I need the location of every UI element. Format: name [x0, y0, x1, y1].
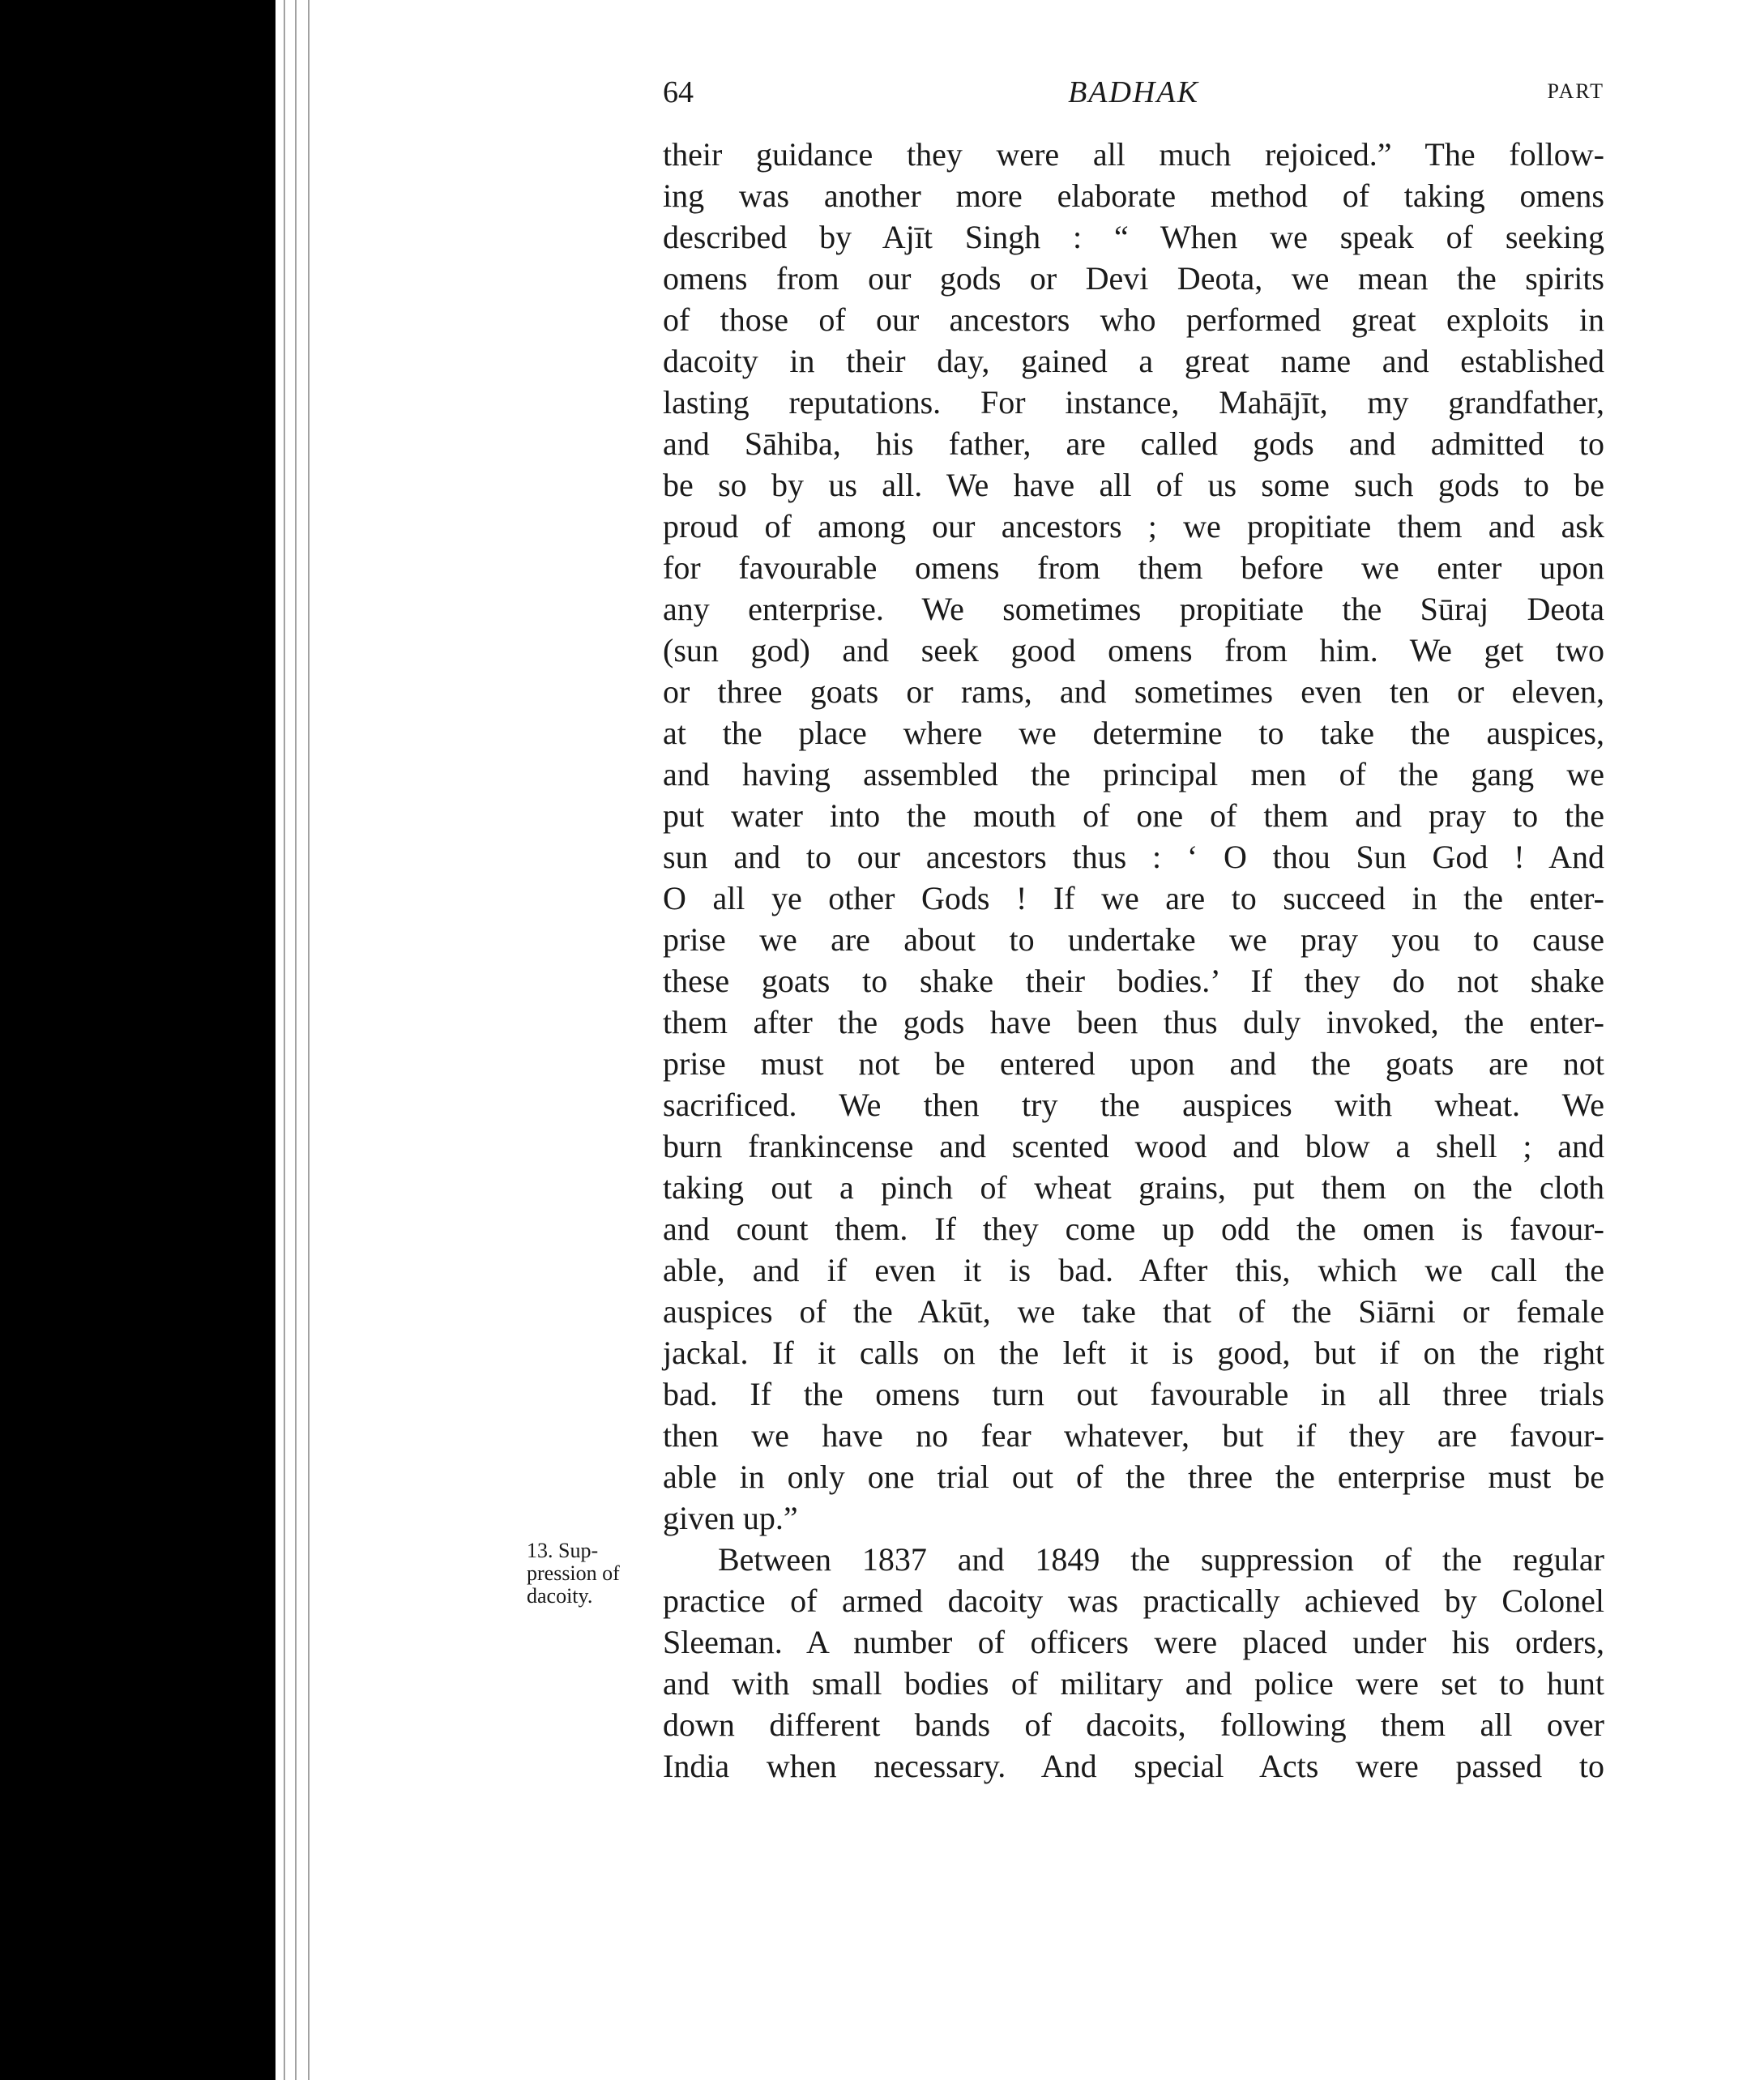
text-line: these goats to shake their bodies.’ If they do not shake	[663, 963, 1604, 999]
text-line: proud of among our ancestors ; we propitiate them and ask	[663, 508, 1604, 545]
text-line: burn frankincense and scented wood and blow a shell ; and	[663, 1128, 1604, 1164]
text-line: of those of our ancestors who performed great exploits in	[663, 301, 1604, 338]
text-line: ing was another more elaborate method of taking omens	[663, 177, 1604, 214]
text-line: taking out a pinch of wheat grains, put them on the cloth	[663, 1169, 1604, 1206]
text-line: auspices of the Akūt, we take that of the Siārni or female	[663, 1293, 1604, 1330]
text-line: be so by us all. We have all of us some such gods to be	[663, 467, 1604, 503]
text-line: them after the gods have been thus duly invoked, the enter-	[663, 1004, 1604, 1040]
text-line: India when necessary. And special Acts were passed to	[663, 1748, 1604, 1784]
text-line: practice of armed dacoity was practically achieved by Colonel	[663, 1582, 1604, 1619]
marginal-note-line: pression of	[527, 1561, 620, 1585]
page-number: 64	[663, 75, 694, 109]
text-line: for favourable omens from them before we enter upon	[663, 549, 1604, 586]
text-line: sun and to our ancestors thus : ‘ O thou Sun God ! And	[663, 839, 1604, 875]
text-line: or three goats or rams, and sometimes even ten or eleven,	[663, 673, 1604, 710]
text-line: then we have no fear whatever, but if they are favour-	[663, 1417, 1604, 1454]
text-line: and count them. If they come up odd the omen is favour-	[663, 1211, 1604, 1247]
text-line: dacoity in their day, gained a great name and established	[663, 343, 1604, 379]
text-line: prise we are about to undertake we pray you to cause	[663, 921, 1604, 958]
text-line: able in only one trial out of the three the enterprise must be	[663, 1459, 1604, 1495]
text-line: omens from our gods or Devi Deota, we mean the spirits	[663, 260, 1604, 297]
text-line: down different bands of dacoits, following them all over	[663, 1706, 1604, 1743]
text-line: and having assembled the principal men of the gang we	[663, 756, 1604, 792]
text-line: given up.”	[663, 1500, 798, 1536]
text-line: at the place where we determine to take the auspices,	[663, 715, 1604, 751]
body-text	[663, 134, 1604, 1787]
part-label: PART	[1547, 79, 1604, 103]
running-title: BADHAK	[1068, 75, 1199, 109]
text-line: and Sāhiba, his father, are called gods and admitted to	[663, 425, 1604, 462]
marginal-note	[527, 1540, 648, 1608]
scan-edge-lines	[275, 0, 324, 2080]
text-line: bad. If the omens turn out favourable in all three trials	[663, 1376, 1604, 1412]
page-header	[663, 75, 1604, 115]
text-line: their guidance they were all much rejoiced.” The follow-	[663, 136, 1604, 173]
text-line: and with small bodies of military and police were set to hunt	[663, 1665, 1604, 1702]
text-line: any enterprise. We sometimes propitiate the Sūraj Deota	[663, 591, 1604, 627]
text-line: (sun god) and seek good omens from him. We get two	[663, 632, 1604, 668]
marginal-note-line: dacoity.	[527, 1584, 593, 1608]
text-line: jackal. If it calls on the left it is good, but if on the right	[663, 1335, 1604, 1371]
text-line: put water into the mouth of one of them and pray to the	[663, 797, 1604, 834]
text-line: lasting reputations. For instance, Mahājīt, my grandfather,	[663, 384, 1604, 421]
text-line: able, and if even it is bad. After this, which we call the	[663, 1252, 1604, 1288]
scan-edge	[0, 0, 275, 2080]
marginal-note-line: 13. Sup-	[527, 1539, 599, 1562]
text-line: prise must not be entered upon and the goats are not	[663, 1045, 1604, 1082]
text-line: Between 1837 and 1849 the suppression of the regular	[718, 1541, 1604, 1578]
text-line: Sleeman. A number of officers were placed under his orders,	[663, 1624, 1604, 1660]
text-line: O all ye other Gods ! If we are to succeed in the enter-	[663, 880, 1604, 916]
text-line: sacrificed. We then try the auspices with wheat. We	[663, 1087, 1604, 1123]
text-line: described by Ajīt Singh : “ When we speak of seeking	[663, 219, 1604, 255]
